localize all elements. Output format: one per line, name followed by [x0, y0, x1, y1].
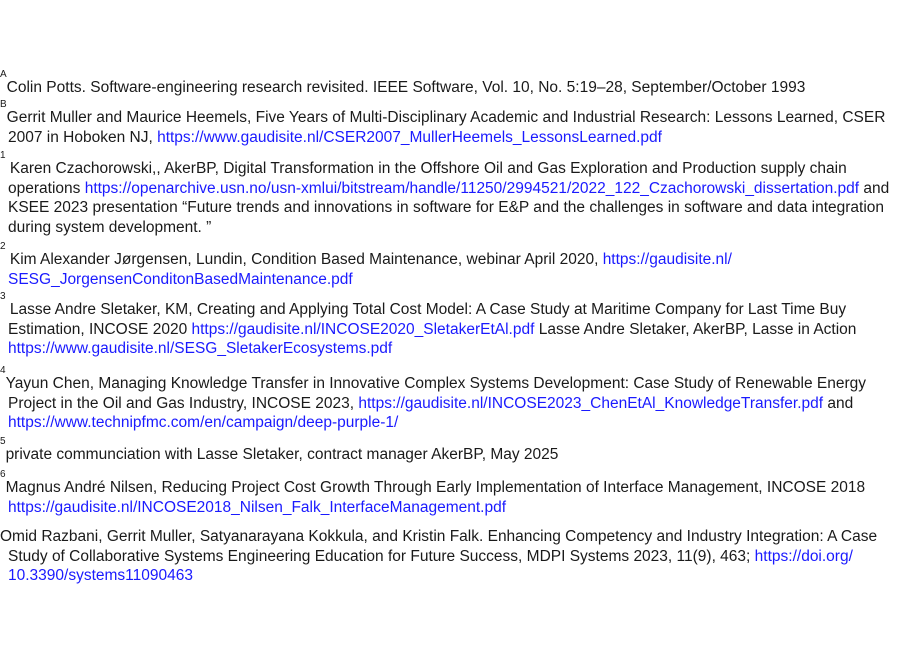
- reference-entry: [0, 436, 918, 465]
- reference-line: [0, 128, 918, 148]
- reference-link[interactable]: https://gaudisite.nl/INCOSE2018_Nilsen_Falk_InterfaceManagement.pdf: [8, 498, 507, 516]
- reference-line: [0, 413, 918, 433]
- reference-link[interactable]: https://www.gaudisite.nl/SESG_SletakerEcosystems.pdf: [8, 340, 393, 357]
- reference-text: operations: [8, 179, 85, 197]
- reference-line: [0, 241, 918, 270]
- reference-text: and: [823, 394, 854, 412]
- reference-text: and: [859, 179, 890, 197]
- reference-link[interactable]: https://gaudisite.nl/: [602, 251, 732, 268]
- reference-marker: 1: [0, 150, 6, 161]
- reference-text: during system development. ”: [8, 218, 212, 236]
- reference-text: 2007 in Hoboken NJ,: [8, 128, 158, 146]
- reference-entry: [0, 241, 918, 289]
- reference-text: Estimation, INCOSE 2020: [8, 320, 192, 338]
- reference-marker: 5: [0, 436, 6, 447]
- reference-text: private communciation with Lasse Sletaker, contract manager AkerBP, May 2025: [5, 446, 559, 463]
- reference-line: [0, 365, 918, 394]
- reference-link[interactable]: https://gaudisite.nl/INCOSE2023_ChenEtAl_KnowledgeTransfer.pdf: [358, 394, 824, 412]
- reference-text: Lasse Andre Sletaker, KM, Creating and Applying Total Cost Model: A Case Study at Maritime Company for Last Time Buy: [5, 301, 847, 318]
- reference-line: [0, 566, 918, 586]
- reference-line: [0, 394, 918, 414]
- reference-line: [0, 179, 918, 199]
- reference-line: [0, 270, 918, 290]
- reference-entry: [0, 69, 918, 98]
- reference-line: [0, 198, 918, 218]
- reference-text: Kim Alexander Jørgensen, Lundin, Condition Based Maintenance, webinar April 2020,: [5, 251, 603, 268]
- reference-text: Yayun Chen, Managing Knowledge Transfer in Innovative Complex Systems Development: Case Study of Renewable Energy: [5, 375, 866, 392]
- reference-entry: [0, 291, 918, 359]
- reference-entry: [0, 150, 918, 237]
- reference-line: [0, 218, 918, 238]
- reference-marker: B: [0, 99, 7, 110]
- reference-link[interactable]: 10.3390/systems11090463: [8, 567, 193, 584]
- reference-marker: 3: [0, 291, 6, 302]
- reference-text: Magnus André Nilsen, Reducing Project Cost Growth Through Early Implementation of Interface Management, INCOSE 2018: [5, 479, 866, 496]
- reference-line: [0, 527, 918, 547]
- reference-text: Gerrit Muller and Maurice Heemels, Five Years of Multi-Disciplinary Academic and Industrial Research: Lessons Learned, CSER: [6, 109, 886, 126]
- reference-marker: 2: [0, 241, 6, 252]
- reference-line: [0, 469, 918, 498]
- reference-text: Study of Collaborative Systems Engineering Education for Future Success, MDPI Systems 2023, 11(9), 463;: [8, 547, 755, 565]
- reference-marker: A: [0, 69, 7, 80]
- reference-line: [0, 150, 918, 179]
- reference-link[interactable]: https://doi.org/: [754, 547, 853, 565]
- reference-line: [0, 320, 918, 340]
- reference-marker: 4: [0, 365, 6, 376]
- reference-line: [0, 498, 918, 518]
- reference-line: [0, 436, 918, 465]
- reference-text: Karen Czachorowski,, AkerBP, Digital Transformation in the Offshore Oil and Gas Exploration and Production supply chain: [5, 160, 847, 177]
- reference-link[interactable]: SESG_JorgensenConditonBasedMaintenance.pdf: [8, 270, 353, 288]
- reference-line: [0, 339, 918, 359]
- reference-marker: 6: [0, 469, 6, 480]
- reference-text: Omid Razbani, Gerrit Muller, Satyanarayana Kokkula, and Kristin Falk. Enhancing Competency and Industry Integration: A Case: [0, 528, 878, 545]
- reference-text: KSEE 2023 presentation “Future trends and innovations in software for E&P and the challenges in software and data integration: [8, 199, 885, 216]
- reference-line: [0, 547, 918, 567]
- reference-text: Lasse Andre Sletaker, AkerBP, Lasse in Action: [534, 320, 857, 338]
- reference-link[interactable]: https://gaudisite.nl/INCOSE2020_SletakerEtAl.pdf: [191, 320, 535, 338]
- reference-link[interactable]: https://www.technipfmc.com/en/campaign/deep-purple-1/: [8, 414, 399, 431]
- reference-link[interactable]: https://openarchive.usn.no/usn-xmlui/bitstream/handle/11250/2994521/2022_122_Czachorowski_dissertation.pdf: [84, 179, 860, 197]
- reference-entry: [0, 365, 918, 433]
- reference-line: [0, 69, 918, 98]
- reference-entry: [0, 469, 918, 517]
- reference-link[interactable]: https://www.gaudisite.nl/CSER2007_MullerHeemels_LessonsLearned.pdf: [157, 128, 662, 146]
- reference-line: [0, 99, 918, 128]
- reference-text: Project in the Oil and Gas Industry, INCOSE 2023,: [8, 394, 359, 412]
- reference-entry: [0, 527, 918, 586]
- reference-entry: [0, 99, 918, 147]
- reference-line: [0, 291, 918, 320]
- reference-text: Colin Potts. Software-engineering research revisited. IEEE Software, Vol. 10, No. 5:19–28, September/October 1993: [6, 79, 806, 96]
